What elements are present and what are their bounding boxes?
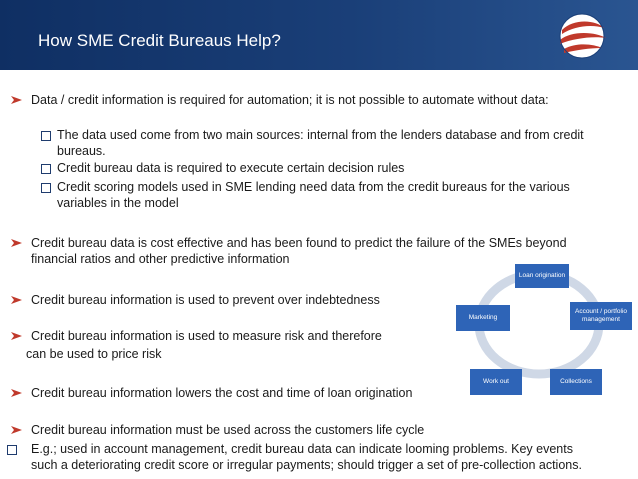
arrow-bullet-icon [11, 389, 22, 397]
arrow-bullet-icon [11, 239, 22, 247]
stage-loan-origination: Loan origination [515, 264, 569, 288]
bullet-text: Credit bureau information is used to prevent over indebtedness [31, 293, 380, 307]
arrow-bullet-icon [11, 332, 22, 340]
bullet-text: Credit bureau information must be used across the customers life cycle [31, 423, 425, 437]
sub-bullet-text: bureaus. [57, 144, 106, 158]
arrow-bullet-icon [11, 296, 22, 304]
slide-header [0, 0, 638, 70]
bullet-text: Credit bureau information is used to measure risk and therefore [31, 329, 382, 343]
bullet-text: Credit bureau information lowers the cost and time of loan origination [31, 386, 413, 400]
globe-swirl-logo-icon [552, 8, 612, 64]
arrow-bullet-icon [11, 96, 22, 104]
stage-marketing: Marketing [456, 305, 510, 331]
bullet-text-continued: can be used to price risk [26, 347, 162, 361]
checkbox-bullet-icon [41, 183, 51, 193]
note-text: such a deteriorating credit score or irregular payments; should trigger a set of pre-collection actions. [31, 458, 582, 472]
stage-account-management: Account / portfolio management [570, 302, 632, 330]
stage-collections: Collections [550, 369, 602, 395]
bullet-text-continued: financial ratios and other predictive information [31, 252, 290, 266]
sub-bullet-text: Credit bureau data is required to execute certain decision rules [57, 161, 405, 175]
sub-bullet-text: The data used come from two main sources: internal from the lenders database and from credit [57, 128, 584, 142]
sub-bullet-text: variables in the model [57, 196, 179, 210]
note-text: E.g.; used in account management, credit bureau data can indicate looming problems. Key events [31, 442, 573, 456]
checkbox-bullet-icon [41, 164, 51, 174]
customer-lifecycle-diagram [444, 258, 634, 408]
bullet-text: Data / credit information is required for automation; it is not possible to automate without data: [31, 93, 549, 107]
sub-bullet-text: Credit scoring models used in SME lending need data from the credit bureaus for the various [57, 180, 570, 194]
arrow-bullet-icon [11, 426, 22, 434]
stage-work-out: Work out [470, 369, 522, 395]
checkbox-bullet-icon [41, 131, 51, 141]
bullet-text: Credit bureau data is cost effective and has been found to predict the failure of the SMEs beyond [31, 236, 567, 250]
slide-title: How SME Credit Bureaus Help? [38, 31, 281, 50]
checkbox-bullet-icon [7, 445, 17, 455]
